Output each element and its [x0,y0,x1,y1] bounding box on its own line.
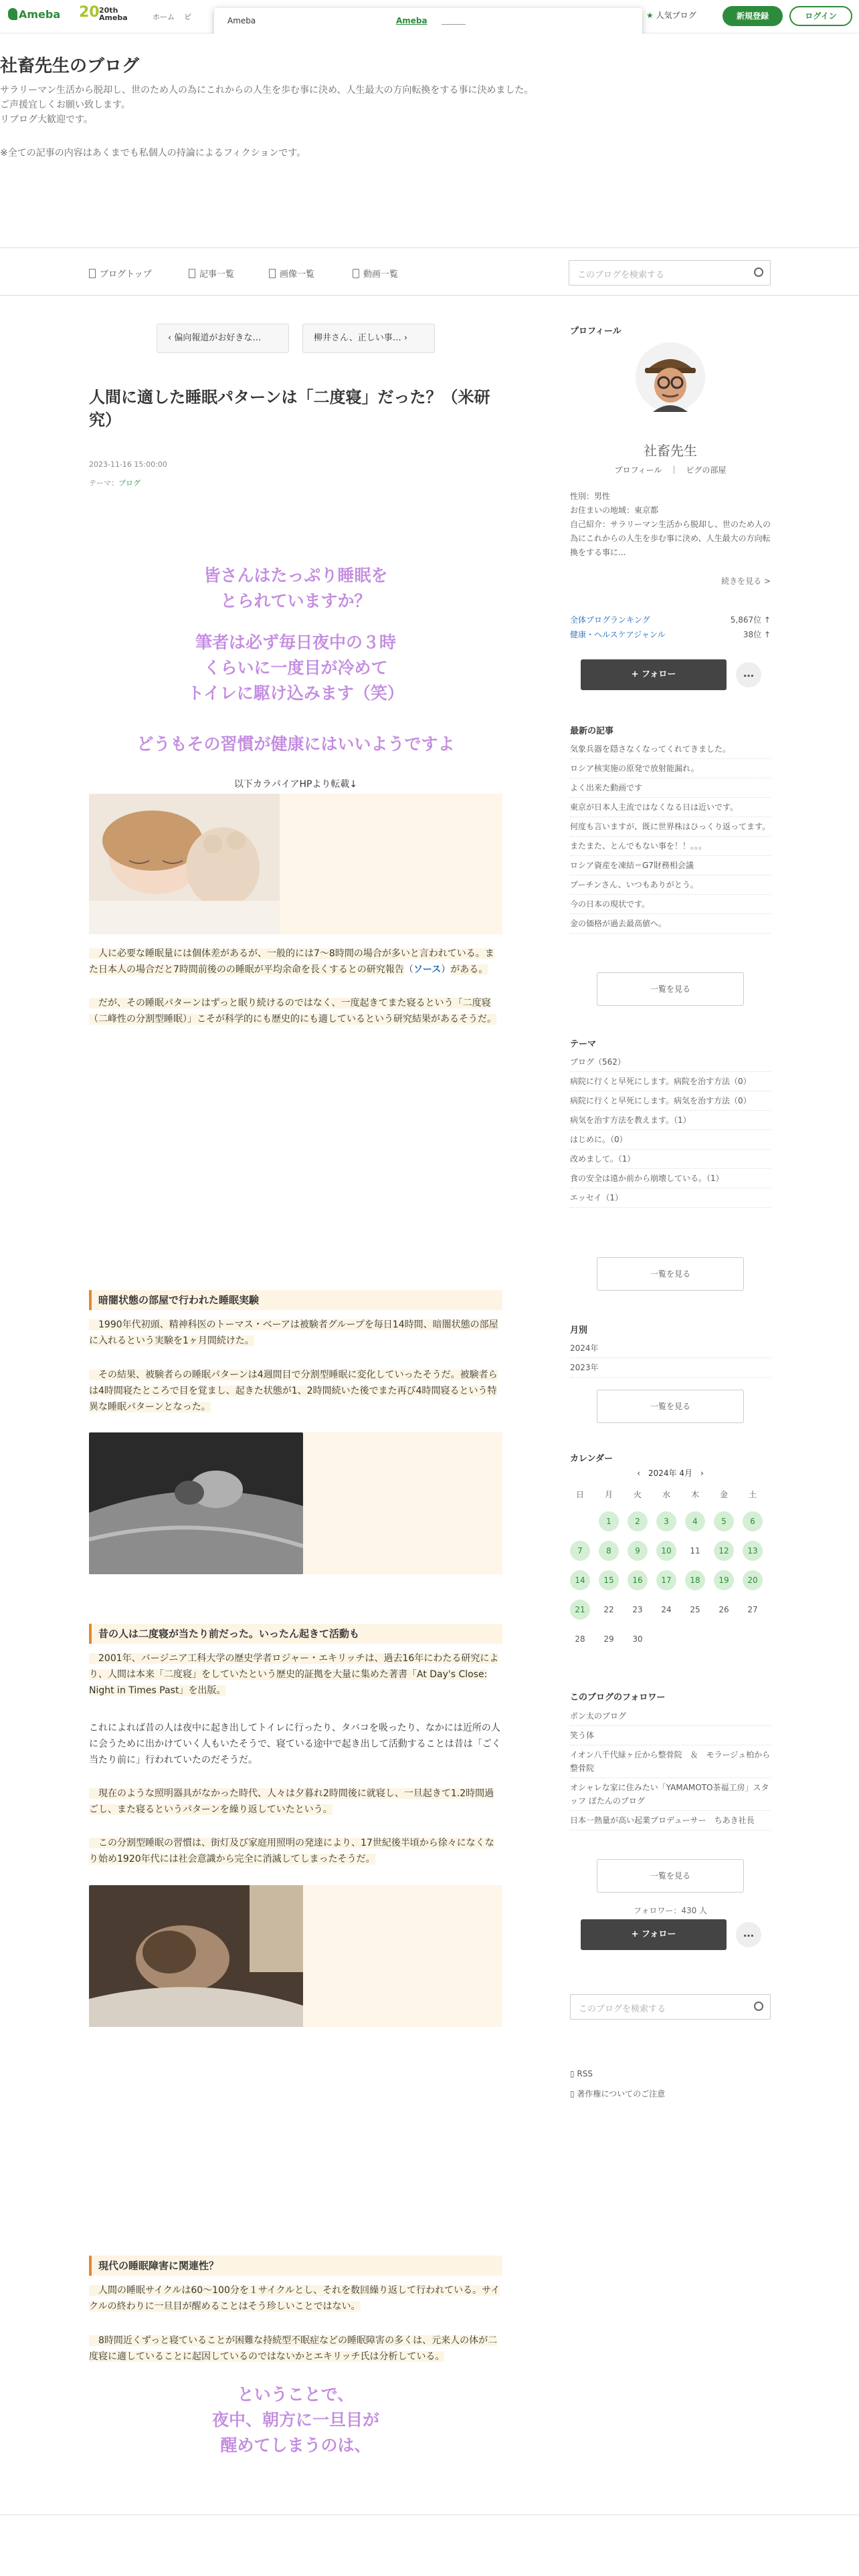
overall-rank[interactable]: 全体ブログランキング 5,867位 ↑ [570,615,771,625]
pigg-room-link[interactable]: ピグの部屋 [686,465,727,475]
doc-icon: ▯ [570,2089,577,2099]
follow-button[interactable]: + フォロー [581,659,727,690]
calendar-day[interactable]: 4 [685,1511,705,1531]
highlight-text: 筆者は必ず毎日夜中の３時 くらいに一度目が冷めて トイレに駆け込みます（笑） [187,633,404,703]
nav-entry-list[interactable]: 記事一覧 [189,267,234,280]
calendar-day: 28 [575,1634,585,1644]
weekday-label: 日 [575,1490,584,1499]
article-paragraph: これによれば昔の人は夜中に起き出してトイレに行ったり、タバコを吸ったり、なかには近所の人に会うために出かけていく人もいたそうで、寝ている途中で起き出して活動することは昔は「ごく当たり前に」行われていたのだそうだ。 [89,1723,501,1765]
crown-icon: ★ [646,11,654,20]
follower-count: フォロワー：430 人 [633,1906,708,1915]
calendar-day: 30 [632,1634,643,1644]
leaf-icon [8,8,17,20]
source-link[interactable]: ソース [413,964,442,975]
rss-icon: ▯ [570,2069,577,2078]
register-button[interactable]: 新規登録 [723,6,783,26]
theme-list [570,1053,771,1208]
list-item[interactable]: 改めまして。（1） [570,1150,771,1169]
calendar-day: 26 [719,1605,729,1614]
profile-name[interactable]: 社畜先生 [644,443,697,459]
genre-rank[interactable]: 健康・ヘルスケアジャンル 38位 ↑ [570,630,771,639]
calendar-day[interactable]: 14 [570,1570,590,1590]
section-heading: 暗闇状態の部屋で行われた睡眠実験 [89,1290,502,1310]
calendar-day: 22 [603,1605,614,1614]
next-article-button[interactable]: 柳井さん、正しい事… › [302,324,435,353]
calendar-day[interactable]: 12 [714,1541,734,1561]
list-item[interactable]: イオン八千代緑ヶ丘から整骨院 ＆ モラージュ柏から整骨院 [570,1745,771,1778]
list-item[interactable]: 病院に行くと早死にします。病院を治す方法（0） [570,1072,771,1091]
highlight-text: どうもその習慣が健康にはいいようですよ [136,734,455,754]
sleeping-child-photo[interactable] [89,794,280,934]
footer-divider [0,2514,859,2515]
weekday-label: 木 [690,1490,699,1499]
calendar-heading: カレンダー [570,1454,613,1464]
breadcrumb-pigg[interactable]: ピ [184,13,191,21]
calendar-day[interactable]: 1 [599,1511,619,1531]
sidebar-search-input[interactable]: このブログを検索する [570,1994,771,2020]
calendar-day[interactable]: 8 [599,1541,619,1561]
article-paragraph: だが、その睡眠パターンはずっと眠り続けるのではなく、一度起きてまた寝るという「二度寝（二峰性の分割型睡眠）」こそが科学的にも歴史的にも適しているという研究結果があるそうだ。 [89,998,496,1025]
monthly-heading: 月別 [570,1325,588,1335]
list-item[interactable]: 2023年 [570,1358,771,1378]
article-paragraph: 1990年代初頭、精神科医のトーマス・ベーアは被験者グループを毎日14時間、暗闇状態の部屋に入れるという実験を1ヶ月間続けた。 [89,1319,498,1346]
read-more-link[interactable]: 続きを見る > [721,576,771,586]
calendar-day[interactable]: 6 [743,1511,763,1531]
section-heading: 現代の睡眠障害に関連性？ [89,2256,502,2276]
ameba-20th-logo[interactable]: 20th Ameba 20 [79,4,100,21]
followers-heading: このブログのフォロワー [570,1693,666,1703]
quote-source: 以下カラパイアHPより転載↓ [233,779,358,790]
list-item[interactable]: プーチンさん、いつもありがとう。 [570,875,771,895]
recent-list [570,740,771,934]
calendar-day[interactable]: 15 [599,1570,619,1590]
list-item[interactable]: 何度も言いますが、既に世界株はひっくり返ってます。 [570,817,771,837]
profile-info: 性別：男性 お住まいの地域：東京都 自己紹介：サラリーマン生活から脱却し、世のため人の為にこれからの人生を歩む事に決め、人生最大の方向転換をする事に... [570,492,771,557]
calendar-day[interactable]: 13 [743,1541,763,1561]
profile-heading: プロフィール [570,326,622,336]
article-paragraph: 2001年、バージニア工科大学の歴史学者ロジャー・エキリッチは、過去16年にわたる研究により、人間は本来「二度寝」をしていたという歴史的証拠を大量に集めた著書「At Day's Close: Night in Times Past」を出版。 [89,1653,499,1696]
calendar-day: 24 [661,1605,672,1614]
calendar-month: ‹ 2024年 4月 › [637,1469,704,1478]
monthly-list [570,1339,771,1378]
more-options-button[interactable]: … [736,662,761,687]
theme-link[interactable]: ブログ [118,479,140,488]
theme-see-all-button[interactable]: 一覧を見る [597,1257,744,1291]
rss-link[interactable]: ▯ RSS [570,2069,593,2078]
calendar-day[interactable]: 10 [656,1541,676,1561]
list-item[interactable]: 病気を治す方法を教えます。（1） [570,1111,771,1130]
calendar-day[interactable]: 3 [656,1511,676,1531]
image-icon [269,269,276,278]
calendar-day: 11 [690,1546,700,1555]
nav-blog-top[interactable]: ブログトップ [89,267,152,280]
list-item[interactable]: 食の安全は遠か前から崩壊している。（1） [570,1169,771,1188]
profile-link[interactable]: プロフィール [614,465,662,475]
blog-title[interactable]: 社畜先生のブログ [0,56,140,76]
article-paragraph: その結果、被験者らの睡眠パターンは4週間目で分割型睡眠に変化していったそうだ。被験者らは4時間寝たところで目を覚まし、起きた状態が1、2時間続いた後でまた再び4時間寝るという特異な睡眠パターンとなった。 [89,1370,498,1412]
followers-see-all-button[interactable]: 一覧を見る [597,1859,744,1893]
list-item[interactable]: 今の日本の現状です。 [570,895,771,914]
twentieth-label: 20th Ameba [99,6,128,22]
recent-heading: 最新の記事 [570,726,614,736]
section-heading: 昔の人は二度寝が当たり前だった。いったん起きて活動も [89,1624,502,1644]
popular-blog-link[interactable]: ★ 人気ブログ [646,11,696,20]
calendar-day[interactable]: 5 [714,1511,734,1531]
highlight-text: 皆さんはたっぷり睡眠を とられていますか？ [203,566,388,611]
more-options-button-2[interactable]: … [736,1922,761,1947]
list-item[interactable]: ロシア資産を凍結＝G7財務相会議 [570,856,771,875]
calendar-day: 23 [632,1605,643,1614]
article-paragraph: 人間の睡眠サイクルは60〜100分を１サイクルとし、それを数回繰り返して行われている。サイクルの終わりに一旦目が醒めることはそう珍しいことではない。 [89,2285,500,2312]
nav-video-list[interactable]: 動画一覧 [353,267,398,280]
highlight-text: ということで、 夜中、朝方に一旦目が 醒めてしまうのは、 [211,2385,379,2455]
list-item[interactable]: ポン太のブログ [570,1707,771,1726]
list-item[interactable]: ロシア核実施の原発で放射能漏れ。 [570,759,771,778]
copyright-link[interactable]: ▯ 著作権についてのご注意 [570,2089,666,2099]
search-icon[interactable] [754,2002,763,2011]
list-item[interactable]: 金の価格が過去最高値へ。 [570,914,771,934]
follower-list [570,1707,771,1830]
profile-links: プロフィール ｜ ピグの部屋 [614,465,727,475]
calendar-day: 25 [690,1605,700,1614]
calendar-day[interactable]: 16 [628,1570,648,1590]
list-item[interactable]: またまた、とんでもない事を！！。。。 [570,837,771,856]
article-title[interactable]: 人間に適した睡眠パターンは「二度寝」だった？（米研究） [89,388,490,429]
breadcrumb [153,11,201,22]
search-icon[interactable] [754,267,763,277]
calendar-day[interactable]: 9 [628,1541,648,1561]
avatar[interactable] [636,342,705,412]
popup-link[interactable]: Ameba [396,16,427,25]
calendar-day[interactable]: 2 [628,1511,648,1531]
weekday-label: 水 [662,1490,670,1499]
article-paragraph: 人に必要な睡眠量には個体差があるが、一般的には7〜8時間の場合が多いと言われている。また日本人の場合だと7時間前後のの睡眠が平均余命を長くするとの研究報告（ソース）がある。 [89,948,494,975]
list-item[interactable]: ブログ（562） [570,1053,771,1072]
list-item[interactable]: 日本一熱量が高い起業プロデューサー ちあき社長 [570,1811,771,1830]
blog-nav [0,247,859,296]
calendar-day[interactable]: 17 [656,1570,676,1590]
ameba-logo[interactable]: Ameba [8,8,60,21]
blog-search-input[interactable]: このブログを検索する [569,260,771,286]
blog-note: ※全ての記事の内容はあくまでも私個人の持論によるフィクションです。 [0,148,306,158]
article-theme: テーマ：ブログ [89,479,140,488]
popup-underline [442,24,466,25]
list-item[interactable]: はじめに。（0） [570,1130,771,1150]
calendar-day[interactable]: 7 [570,1541,590,1561]
article-paragraph: この分割型睡眠の習慣は、街灯及び家庭用照明の発達により、17世紀後半頃から徐々になくなり始め1920年代には社会意識から完全に消滅してしまったそうだ。 [89,1838,494,1864]
article-paragraph: 8時間近くずっと寝ていることが困難な持続型不眠症などの睡眠障害の多くは、元来人の体が二度寝に適していることに起因しているのではないかとエキリッチ氏は分析している。 [89,2335,498,2362]
list-item[interactable]: エッセイ（1） [570,1188,771,1208]
breadcrumb-home[interactable]: ホーム [153,13,175,21]
desc-line: サラリーマン生活から脱却し、世のため人の為にこれからの人生を歩む事に決め、人生最大の方向転換をする事に決めました。 [0,85,534,96]
home-icon [89,269,96,278]
sleeping-man-photo[interactable] [89,1432,303,1574]
calendar-day[interactable]: 18 [685,1570,705,1590]
weekday-label: 土 [748,1490,757,1499]
sleeping-person-photo[interactable] [89,1885,303,2027]
follow-button-2[interactable]: + フォロー [581,1919,727,1950]
login-button[interactable]: ログイン [789,6,852,26]
list-item[interactable]: 病院に行くと早死にします。病気を治す方法（0） [570,1091,771,1111]
weekday-label: 金 [719,1490,728,1499]
theme-heading: テーマ [570,1039,597,1049]
list-item[interactable]: 2024年 [570,1339,771,1358]
list-item[interactable]: 気象兵器を隠さなくなってくれてきました。 [570,740,771,759]
video-icon [353,269,359,278]
list-item[interactable]: 笑う体 [570,1726,771,1745]
desc-line: ご声援宜しくお願い致します。 [0,100,130,110]
popup-title: Ameba [227,16,256,25]
list-item[interactable]: オシャレな家に住みたい「YAMAMOTO茶福工房」スタッフ ぼたんのブログ [570,1778,771,1811]
calendar-day: 27 [747,1605,758,1614]
calendar-day[interactable]: 20 [743,1570,763,1590]
prev-article-button[interactable]: ‹ 偏向報道がお好きな… [157,324,289,353]
weekday-label: 月 [604,1490,613,1499]
weekday-label: 火 [633,1490,642,1499]
calendar-day: 29 [603,1634,614,1644]
recent-see-all-button[interactable]: 一覧を見る [597,972,744,1006]
article-date: 2023-11-16 15:00:00 [89,460,167,469]
calendar-day[interactable]: 21 [570,1600,590,1620]
list-item[interactable]: 東京が日本人主流ではなくなる日は近いです。 [570,798,771,817]
list-item[interactable]: よく出来た動画です [570,778,771,798]
calendar-day[interactable]: 19 [714,1570,734,1590]
article-paragraph: 現在のような照明器具がなかった時代、人々は夕暮れ2時間後に就寝し、一旦起きて1.2時間過ごし、また寝るというパターンを繰り返していたという。 [89,1788,494,1815]
desc-line: リブログ大歓迎です。 [0,114,93,125]
blog-description [0,83,859,127]
nav-image-list[interactable]: 画像一覧 [269,267,314,280]
monthly-see-all-button[interactable]: 一覧を見る [597,1390,744,1423]
list-icon [189,269,195,278]
